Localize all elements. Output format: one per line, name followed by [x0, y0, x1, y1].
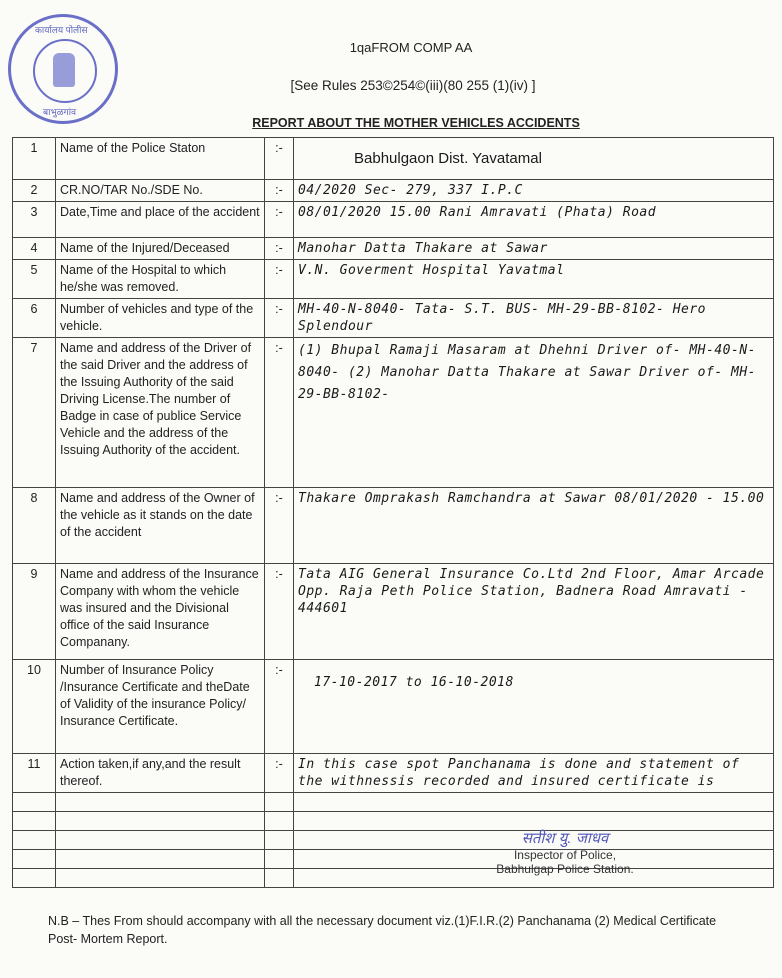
report-title: REPORT ABOUT THE MOTHER VEHICLES ACCIDENTS	[252, 116, 580, 130]
row-number: 3	[13, 202, 56, 238]
row-label: Name of the Hospital to which he/she was removed.	[56, 260, 265, 299]
row-separator: :-	[265, 138, 294, 180]
accident-date-place-value: 08/01/2020 15.00 Rani Amravati (Phata) Road	[294, 202, 774, 238]
signatory-designation: Inspector of Police,	[513, 848, 617, 862]
blank-row	[13, 812, 774, 831]
hospital-value: V.N. Goverment Hospital Yavatmal	[294, 260, 774, 299]
policy-validity-value: 17-10-2017 to 16-10-2018	[294, 660, 774, 754]
row-label: Action taken,if any,and the result thereof.	[56, 754, 265, 793]
row-number: 9	[13, 564, 56, 660]
row-separator: :-	[265, 564, 294, 660]
blank-row	[13, 793, 774, 812]
owner-value: Thakare Omprakash Ramchandra at Sawar 08/01/2020 - 15.00	[294, 488, 774, 564]
driver-details-value: (1) Bhupal Ramaji Masaram at Dhehni Driver of- MH-40-N-8040- (2) Manohar Datta Thakare at Sawar Driver of- MH-29-BB-8102-	[294, 338, 774, 488]
form-number: 1qaFROM COMP AA	[349, 40, 473, 55]
office-seal-stamp	[8, 14, 118, 124]
table-row	[13, 238, 774, 260]
row-separator: :-	[265, 488, 294, 564]
action-taken-value: In this case spot Panchanama is done and statement of the withnessis recorded and insured certificate is	[294, 754, 774, 793]
table-row	[13, 754, 774, 793]
row-label: Date,Time and place of the accident	[56, 202, 265, 238]
table-row	[13, 299, 774, 338]
cr-number-value: 04/2020 Sec- 279, 337 I.P.C	[294, 180, 774, 202]
row-label: CR.NO/TAR No./SDE No.	[56, 180, 265, 202]
blank-row	[13, 850, 774, 869]
seal-text-bottom: बाभुळगांव	[43, 107, 77, 117]
table-row	[13, 260, 774, 299]
signature-block	[485, 828, 645, 876]
blank-row	[13, 869, 774, 888]
table-row	[13, 202, 774, 238]
row-label: Name and address of the Owner of the vehicle as it stands on the date of the accident	[56, 488, 265, 564]
row-label: Name of the Police Staton	[56, 138, 265, 180]
blank-row	[13, 831, 774, 850]
signatory-name-hindi: सतीश यु. जाधव	[521, 830, 609, 847]
row-label: Name and address of the Driver of the said Driver and the address of the Issuing Authority of the said Driving License.The number of Badge in case of publice Service Vehicle and the address of the Issuing Authority of the accident.	[56, 338, 265, 488]
row-separator: :-	[265, 260, 294, 299]
table-row	[13, 338, 774, 488]
row-label: Number of Insurance Policy /Insurance Certificate and theDate of Validity of the insurance Policy/ Insurance Certificate.	[56, 660, 265, 754]
table-row	[13, 564, 774, 660]
table-row	[13, 138, 774, 180]
row-label: Name and address of the Insurance Company with whom the vehicle was insured and the Divisional office of the said Insurance Companany.	[56, 564, 265, 660]
row-separator: :-	[265, 238, 294, 260]
footnote: N.B – Thes From should accompany with all the necessary document viz.(1)F.I.R.(2) Panchanama (2) Medical Certificate Post- Mortem Report.	[48, 914, 717, 946]
row-number: 10	[13, 660, 56, 754]
row-label: Name of the Injured/Deceased	[56, 238, 265, 260]
row-number: 6	[13, 299, 56, 338]
row-separator: :-	[265, 299, 294, 338]
insurance-company-value: Tata AIG General Insurance Co.Ltd 2nd Floor, Amar Arcade Opp. Raja Peth Police Station, Badnera Road Amravati - 444601	[294, 564, 774, 660]
row-number: 4	[13, 238, 56, 260]
row-number: 8	[13, 488, 56, 564]
row-label: Number of vehicles and type of the vehicle.	[56, 299, 265, 338]
report-table	[12, 137, 774, 888]
row-number: 11	[13, 754, 56, 793]
row-separator: :-	[265, 660, 294, 754]
row-separator: :-	[265, 180, 294, 202]
row-number: 5	[13, 260, 56, 299]
vehicles-value: MH-40-N-8040- Tata- S.T. BUS- MH-29-BB-8102- Hero Splendour	[294, 299, 774, 338]
row-number: 1	[13, 138, 56, 180]
row-separator: :-	[265, 754, 294, 793]
rules-reference: [See Rules 253©254©(iii)(80 255 (1)(iv) ]	[290, 78, 536, 93]
row-separator: :-	[265, 338, 294, 488]
row-number: 2	[13, 180, 56, 202]
table-row	[13, 180, 774, 202]
row-separator: :-	[265, 202, 294, 238]
signatory-station: Babhulgap Police Station.	[496, 862, 634, 876]
police-station-value: Babhulgaon Dist. Yavatamal	[294, 138, 774, 180]
seal-text-top: कार्यालय पोलीस	[35, 25, 88, 35]
table-row	[13, 660, 774, 754]
row-number: 7	[13, 338, 56, 488]
table-row	[13, 488, 774, 564]
injured-name-value: Manohar Datta Thakare at Sawar	[294, 238, 774, 260]
